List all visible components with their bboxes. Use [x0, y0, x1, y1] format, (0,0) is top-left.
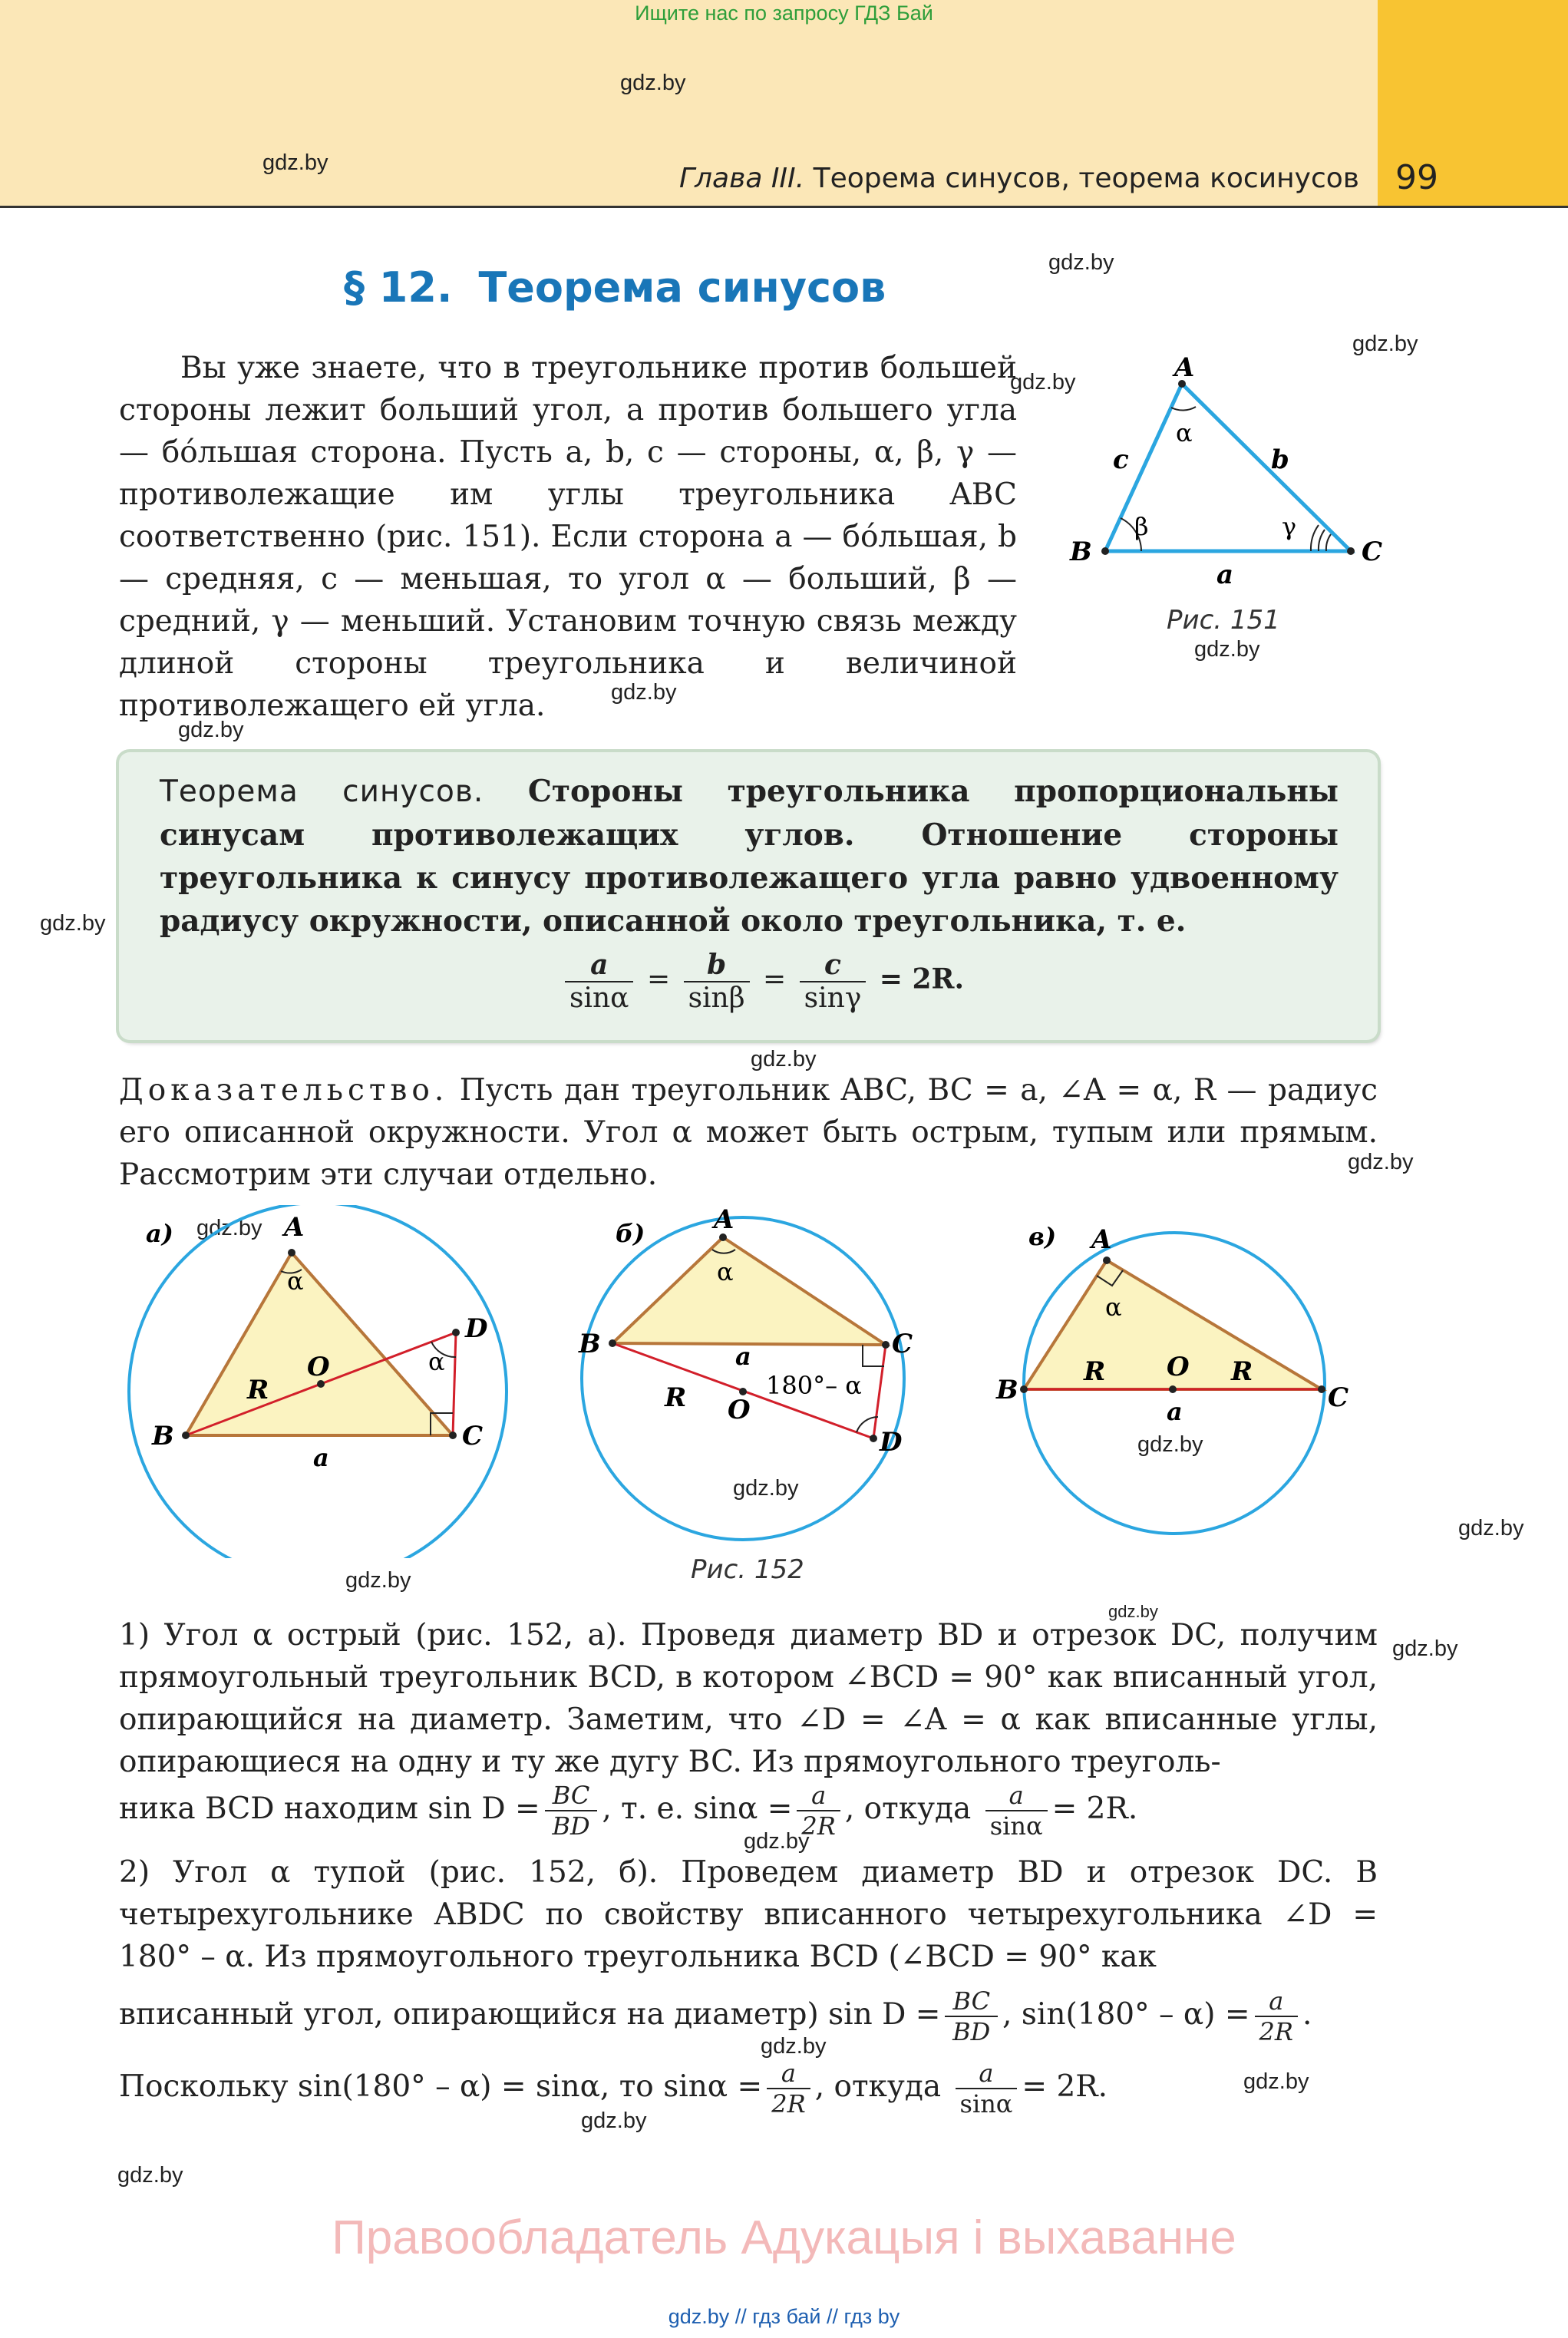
- frac-den: sinα: [569, 982, 629, 1014]
- label-side-a: a: [1167, 1397, 1183, 1426]
- right-angle-mark-b: [863, 1345, 884, 1366]
- watermark: gdz.by: [1348, 1150, 1414, 1174]
- label-alpha: α: [287, 1266, 304, 1296]
- label-o: O: [307, 1352, 330, 1382]
- watermark: gdz.by: [581, 2108, 647, 2133]
- otkuda-text: , откуда: [814, 2069, 942, 2104]
- label-a: A: [284, 1212, 305, 1243]
- watermark: gdz.by: [733, 1476, 799, 1501]
- watermark: gdz.by: [1194, 637, 1260, 662]
- label-r: R: [665, 1382, 687, 1413]
- center-o-c: [1169, 1385, 1177, 1393]
- watermark: gdz.by: [1243, 2069, 1309, 2094]
- frac-den: sinγ: [804, 982, 862, 1014]
- label-o: O: [1167, 1352, 1190, 1382]
- eq-2r: = 2R.: [1022, 2069, 1108, 2104]
- angle-gamma-arc-3: [1326, 534, 1331, 551]
- watermark: gdz.by: [40, 911, 106, 936]
- watermark: gdz.by: [1108, 1602, 1158, 1621]
- sin-d: sin D =: [427, 1791, 540, 1826]
- case-2-formula-line: [119, 1986, 1312, 2046]
- page-number: 99: [1395, 158, 1438, 197]
- vertex-b-c: [1020, 1385, 1028, 1393]
- sin-180: , sin(180° – α) =: [1002, 1997, 1250, 2032]
- fraction-c: [800, 949, 867, 1014]
- top-note: Ищите нас по запросу ГДЗ Бай: [635, 2, 933, 25]
- vertex-c-b: [882, 1341, 890, 1349]
- segment-dc-b: [873, 1345, 886, 1438]
- sin-alpha: sinα =: [663, 2069, 763, 2104]
- label-side-a: a: [313, 1443, 329, 1472]
- sin-alpha: sinα =: [693, 1791, 793, 1826]
- section-name: Теорема синусов: [478, 263, 886, 312]
- section-number: § 12.: [344, 263, 453, 312]
- fraction-a-sina: [985, 1781, 1048, 1841]
- frac-num: a: [767, 2059, 810, 2089]
- label-c-vertex: C: [1362, 537, 1383, 567]
- theorem-statement: Стороны треугольника пропорциональны синусам противолежащих углов. Отношение стороны треугольника к синусу противолежащего угла равно удвоенному радиусу окружности, описанной около треугольника, т. е.: [160, 774, 1339, 939]
- figure-152-caption: Рис. 152: [691, 1554, 804, 1585]
- frac-den: sinβ: [688, 982, 745, 1014]
- label-gamma: γ: [1282, 512, 1297, 541]
- watermark: gdz.by: [761, 2034, 827, 2059]
- case-2-paragraph: 2) Угол α тупой (рис. 152, б). Проведем диаметр BD и отрезок DC. В четырехугольнике ABDC по свойству вписанного четырехугольника ∠D = 180° – α. Из прямоугольного треугольника BCD (∠BCD = 90° как: [119, 1855, 1378, 1974]
- label-c: C: [462, 1421, 484, 1451]
- case-2b-start: Поскольку sin(180° – α) = sinα, то: [119, 2069, 654, 2104]
- label-r-right: R: [1231, 1356, 1253, 1387]
- section-title: [344, 263, 912, 312]
- case-1-formula-line: [119, 1781, 1137, 1841]
- header-rule: [0, 206, 1568, 208]
- label-alpha: α: [1105, 1293, 1122, 1322]
- label-a: A: [1091, 1224, 1112, 1255]
- label-c: C: [1328, 1382, 1349, 1413]
- label-side-a: a: [1216, 560, 1234, 590]
- frac-num: c: [800, 949, 867, 982]
- equals-sign: =: [763, 963, 787, 996]
- proof-paragraph: [119, 1069, 1378, 1196]
- watermark: gdz.by: [620, 71, 686, 95]
- label-d: D: [465, 1313, 488, 1344]
- segment-dc-a: [453, 1332, 456, 1435]
- vertex-a-a: [288, 1249, 295, 1257]
- fraction-a-2r: [1255, 1986, 1298, 2046]
- vertex-b-a: [182, 1432, 190, 1439]
- angle-alpha-arc: [1171, 407, 1196, 411]
- figure-152: [115, 1205, 1381, 1558]
- label-b: B: [996, 1375, 1018, 1405]
- label-r: R: [247, 1375, 269, 1405]
- watermark: gdz.by: [1010, 370, 1076, 395]
- fraction-bc-bd: [945, 1986, 998, 2046]
- fraction-a-2r: [797, 1781, 840, 1841]
- frac-num: a: [985, 1781, 1048, 1811]
- label-a: A: [714, 1205, 734, 1235]
- watermark: gdz.by: [1048, 250, 1114, 275]
- intro-paragraph: Вы уже знаете, что в треугольнике против большей стороны лежит больший угол, а против большего угла — бóльшая сторона. Пусть a, b, c — стороны, α, β, γ — противолежащие им углы треугольника ABC соответственно (рис. 151). Если сторона a — бóльшая, b — средняя, c — меньшая, то угол α — больший, β — средний, γ — меньший. Установим точную связь между длиной стороны треугольника и величиной противолежащего ей угла.: [119, 351, 1017, 723]
- watermark: gdz.by: [262, 150, 328, 175]
- watermark: gdz.by: [345, 1568, 411, 1593]
- vertex-a-c: [1103, 1257, 1111, 1264]
- frac-den: 2R: [801, 1811, 836, 1841]
- case-1-line-start: ника BCD находим: [119, 1791, 418, 1826]
- chapter-title: Теорема синусов, теорема косинусов: [813, 163, 1359, 194]
- label-o: O: [728, 1395, 751, 1425]
- chapter-heading: [679, 163, 1359, 194]
- frac-den: sinα: [989, 1811, 1043, 1841]
- watermark: gdz.by: [611, 680, 677, 705]
- vertex-b-b: [609, 1339, 616, 1347]
- label-alpha: α: [1176, 418, 1193, 447]
- figure-152-c: [995, 1222, 1348, 1534]
- frac-num: a: [797, 1781, 840, 1811]
- chapter-label: Глава III.: [678, 163, 805, 194]
- angle-gamma-arc-1: [1311, 525, 1319, 551]
- watermark: gdz.by: [1137, 1432, 1203, 1457]
- figure-152-a: [129, 1205, 507, 1558]
- angle-gamma-arc-2: [1319, 530, 1325, 551]
- label-r-left: R: [1084, 1356, 1106, 1387]
- watermark: gdz.by: [744, 1829, 810, 1854]
- vertex-d-b: [870, 1435, 877, 1442]
- eq-2r: = 2R.: [1051, 1791, 1138, 1826]
- label-a-vertex: A: [1174, 353, 1195, 383]
- label-case-c: в): [1028, 1222, 1057, 1251]
- frac-den: 2R: [1259, 2017, 1293, 2046]
- frac-num: b: [684, 949, 750, 982]
- frac-num: BC: [545, 1781, 598, 1811]
- vertex-c-c: [1318, 1385, 1325, 1393]
- sine-law-formula: [560, 949, 964, 1014]
- vertex-c: [1347, 547, 1355, 555]
- te-text: , т. е.: [602, 1791, 684, 1826]
- label-angle-180: 180°– α: [766, 1371, 862, 1400]
- triangle-abc-a: [186, 1253, 453, 1435]
- footer-links[interactable]: gdz.by // гдз бай // гдз by: [668, 2305, 900, 2328]
- label-case-a: а): [146, 1219, 173, 1248]
- frac-num: a: [1255, 1986, 1298, 2017]
- copyright-watermark: Правообладатель Адукацыя і выхаванне: [332, 2211, 1236, 2264]
- vertex-d-a: [452, 1329, 460, 1336]
- label-side-b: b: [1271, 444, 1289, 475]
- label-side-c: c: [1113, 444, 1129, 475]
- formula-result: = 2R.: [879, 963, 964, 996]
- proof-text: Пусть дан треугольник ABC, BC = a, ∠A = α, R — радиус его описанной окружности. Угол α может быть острым, тупым или прямым. Рассмотрим эти случаи отдельно.: [119, 1073, 1378, 1192]
- fraction-a-2r: [767, 2059, 810, 2118]
- frac-num: a: [956, 2059, 1018, 2089]
- case-2b-formula-line: [119, 2059, 1108, 2118]
- label-b-vertex: B: [1070, 537, 1092, 567]
- vertex-c-a: [449, 1432, 457, 1439]
- fraction-bc-bd: [545, 1781, 598, 1841]
- frac-num: BC: [945, 1986, 998, 2017]
- label-b: B: [579, 1329, 601, 1359]
- label-c: C: [892, 1329, 913, 1359]
- frac-den: BD: [952, 2017, 991, 2046]
- frac-den: sinα: [959, 2089, 1013, 2118]
- watermark: gdz.by: [1458, 1516, 1524, 1541]
- frac-den: 2R: [771, 2089, 806, 2118]
- watermark: gdz.by: [196, 1216, 262, 1240]
- fraction-a: [565, 949, 633, 1014]
- proof-label: Доказательство.: [119, 1073, 449, 1108]
- fraction-a-sina: [956, 2059, 1018, 2118]
- label-b: B: [152, 1421, 174, 1451]
- label-alpha: α: [717, 1257, 734, 1286]
- label-alpha-d: α: [428, 1347, 445, 1376]
- period: .: [1302, 1997, 1312, 2032]
- label-d: D: [880, 1427, 903, 1458]
- watermark: gdz.by: [117, 2163, 183, 2188]
- label-case-b: б): [616, 1219, 645, 1248]
- frac-num: a: [565, 949, 633, 982]
- otkuda-text: , откуда: [844, 1791, 972, 1826]
- watermark: gdz.by: [1352, 332, 1418, 356]
- vertex-b: [1101, 547, 1109, 555]
- figure-151-caption: Рис. 151: [1167, 605, 1280, 636]
- theorem-label: Теорема синусов.: [160, 774, 484, 809]
- case-2-line-start: вписанный угол, опирающийся на диаметр): [119, 1997, 819, 2032]
- watermark: gdz.by: [1392, 1636, 1458, 1661]
- watermark: gdz.by: [751, 1047, 817, 1072]
- sin-d: sin D =: [828, 1997, 941, 2032]
- fraction-b: [684, 949, 750, 1014]
- frac-den: BD: [552, 1811, 590, 1841]
- label-side-a: a: [735, 1342, 751, 1371]
- equals-sign: =: [646, 963, 671, 996]
- label-beta: β: [1134, 512, 1149, 541]
- figure-152-b: [578, 1205, 913, 1540]
- theorem-text: [160, 770, 1339, 943]
- case-1-paragraph: 1) Угол α острый (рис. 152, а). Проведя диаметр BD и отрезок DC, получим прямоугольный треугольник BCD, в котором ∠BCD = 90° как вписанный угол, опирающийся на диаметр. Заметим, что ∠D = ∠A = α как вписанные углы, опирающиеся на одну и ту же дугу BC. Из прямоугольного треуголь-: [119, 1618, 1378, 1779]
- watermark: gdz.by: [178, 718, 244, 742]
